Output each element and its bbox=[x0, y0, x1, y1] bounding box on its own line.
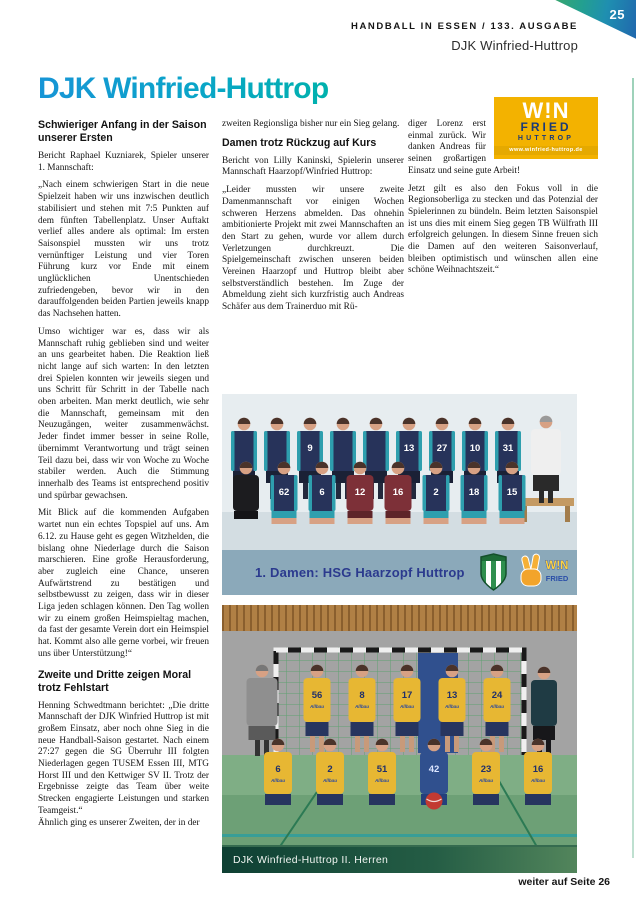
issue-label: HANDBALL IN ESSEN / 133. AUSGABE bbox=[351, 21, 578, 32]
svg-text:9: 9 bbox=[307, 443, 313, 454]
article-paragraph: Bericht Raphael Kuzniarek, Spieler unserer 1. Mannschaft: bbox=[38, 151, 209, 173]
article-paragraph: Henning Schwedtmann berichtet: „Die dritte Mannschaft der DJK Winfried Huttrop ist mit großem Einsatz, aber noch ohne Sieg in die neue Handball-Saison gestartet. Nach einem 27:27 gegen die SG Überruhr III folgten Niederlagen gegen TUSEM Essen III, MTG Horst III und den Kettwiger SV II. Trotz der Ergebnisse zeigte das Team über weite Strecken engagierte Leistungen und starken Teamgeist.“ bbox=[38, 700, 209, 816]
svg-text:Allbau: Allbau bbox=[444, 704, 460, 709]
page-number: 25 bbox=[609, 7, 625, 22]
svg-text:10: 10 bbox=[469, 443, 481, 454]
badge-win-text: W!N bbox=[545, 560, 569, 572]
svg-text:6: 6 bbox=[275, 764, 281, 775]
winfried-hand-icon bbox=[513, 553, 571, 591]
svg-text:17: 17 bbox=[401, 690, 413, 701]
club-website-url: www.winfried-huttrop.de bbox=[494, 146, 598, 155]
club-logo-huttrop-text: HUTTROP bbox=[517, 135, 575, 142]
team-photo-women bbox=[222, 394, 577, 595]
photo-caption: 1. Damen: HSG Haarzopf Huttrop bbox=[255, 565, 465, 580]
article-heading: Schwieriger Anfang in der Saison unserer Ersten bbox=[38, 119, 207, 144]
svg-text:12: 12 bbox=[354, 487, 366, 498]
page-header bbox=[351, 21, 578, 53]
svg-text:Allbau: Allbau bbox=[354, 704, 370, 709]
svg-text:Allbau: Allbau bbox=[399, 704, 415, 709]
article-paragraph: „Nach einem schwierigen Start in die neue Spielzeit haben wir uns inzwischen deutlich stabilisiert und stehen mit 7:5 Punkten auf dem fünften Tabellenplatz. Unser Auftakt verlief alles andere als optimal: Im ersten Saisonspiel mussten wir uns trotz vernünftiger Leistung und vier Toren Führung kurz vor Ende mit einem unglücklichen Unentschieden zufriedengeben, bevor wir in den darauffolgenden beiden Partien jeweils knapp das Nachsehen hatten. bbox=[38, 180, 209, 320]
continuation-note: weiter auf Seite 26 bbox=[518, 876, 610, 888]
svg-text:Allbau: Allbau bbox=[489, 704, 505, 709]
article-paragraph: diger Lorenz erst einmal zurück. Wir danken Andreas für seinen großartigen Einsatz und seine gute Arbeit! bbox=[408, 119, 521, 176]
svg-text:42: 42 bbox=[428, 764, 440, 775]
svg-text:27: 27 bbox=[436, 443, 448, 454]
women-team-image bbox=[222, 394, 577, 550]
caption-badges bbox=[480, 553, 571, 591]
svg-text:18: 18 bbox=[468, 487, 480, 498]
svg-text:31: 31 bbox=[502, 443, 514, 454]
svg-text:2: 2 bbox=[327, 764, 333, 775]
article-paragraph: Ähnlich ging es unserer Zweiten, der in der bbox=[38, 817, 200, 828]
article-paragraph: Umso wichtiger war es, dass wir als Mannschaft ruhig geblieben sind und weiter an uns gearbeitet haben. Die Reaktion ließ nicht lange auf sich warten: In den letzten drei Spielen konnten wir jeweils siegen und uns Schritt für Schritt in der Tabelle nach oben arbeiten. Man merkt deutlich, wie sehr die Mannschaft, gemeinsam mit den Neuzugängen, weiter zusammenwächst. Jeder findet immer besser in seine Rolle, übernimmt Verantwortung und trägt seinen Teil dazu bei, dass wir von Woche zu Woche stabiler werden. Auch die Stimmung innerhalb des Teams ist entsprechend positiv und spürbar gewachsen. bbox=[38, 326, 209, 501]
svg-text:16: 16 bbox=[392, 487, 404, 498]
photo-caption-bar bbox=[222, 550, 577, 595]
svg-text:Allbau: Allbau bbox=[374, 778, 390, 783]
article-paragraph: zweiten Regionsliga bisher nur ein Sieg gelang. bbox=[222, 119, 400, 129]
photo-caption: DJK Winfried-Huttrop II. Herren bbox=[222, 847, 577, 873]
club-shield-icon bbox=[480, 553, 507, 591]
svg-text:24: 24 bbox=[491, 690, 503, 701]
article-paragraph: Mit Blick auf die kommenden Aufgaben wartet nun ein echtes Topspiel auf uns. Am 6.12. zu Hause geht es gegen Witzhelden, die bislang ohne Niederlage durch die Saison marschieren. Eine große Herausforderung, aber zugleich eine Chance, unseren Aufwärtstrend zu bestätigen und selbstbewusst zu zeigen, dass wir in dieser Liga jeden schlagen können. Den Tag wollen wir zu einem großen Heimspieltag machen, da fast der gesamte Verein dort ein Heimspiel hat. Kommt also alle gerne vorbei, wir freuen uns über Unterstützung!“ bbox=[38, 508, 209, 659]
page-title: DJK Winfried-Huttrop bbox=[38, 72, 329, 105]
club-label: DJK Winfried-Huttrop bbox=[451, 38, 578, 53]
svg-text:8: 8 bbox=[359, 690, 365, 701]
article-column-2 bbox=[222, 119, 404, 320]
article-paragraph: Bericht von Lilly Kaninski, Spielerin unserer Mannschaft Haarzopf/Winfried Huttrop: bbox=[222, 155, 404, 178]
gym-ceiling bbox=[222, 605, 577, 631]
svg-text:6: 6 bbox=[319, 487, 325, 498]
badge-fried-text: FRIED bbox=[545, 574, 569, 583]
page-edge-rule bbox=[632, 78, 635, 858]
article-column-3 bbox=[408, 98, 598, 283]
article-paragraph: „Leider mussten wir unsere zweite Damenmannschaft vor einigen Wochen schweren Herzens abmelden. Das ohnehin ambitionierte Projekt mit zwei Mannschaften an den Start zu gehen, wurde vor allem durch Verletzungen durchkreuzt. Die Spielgemeinschaft zwischen unseren beiden Vereinen Haarzopf und Huttrop bleibt aber selbstverständlich bestehen. Im Zuge der Abmeldung zieht sich kurzfristig auch Andreas Schäfer aus dem Trainerduo mit Rü- bbox=[222, 185, 404, 313]
svg-text:Allbau: Allbau bbox=[270, 778, 286, 783]
svg-text:13: 13 bbox=[403, 443, 415, 454]
club-logo-fried-text: FRIED bbox=[520, 120, 572, 134]
svg-text:51: 51 bbox=[376, 764, 388, 775]
club-logo-win-text: W!N bbox=[522, 98, 570, 123]
svg-text:16: 16 bbox=[532, 764, 544, 775]
svg-text:13: 13 bbox=[446, 690, 458, 701]
svg-text:2: 2 bbox=[433, 487, 439, 498]
svg-text:Allbau: Allbau bbox=[322, 778, 338, 783]
svg-text:Allbau: Allbau bbox=[478, 778, 494, 783]
bench bbox=[518, 498, 574, 506]
men-team-image bbox=[222, 605, 577, 873]
article-heading: Zweite und Dritte zeigen Moral trotz Fehlstart bbox=[38, 668, 192, 694]
article-paragraph: Jetzt gilt es also den Fokus voll in die Regionsoberliga zu stecken und das Potenzial der Spielerinnen zu bündeln. Beim letzten Saisonspiel ist uns dies mit einem Sieg gegen TB Wülfrath III erfolgreich gelungen. In diesem Sinne freuen sich die Damen auf den weiteren Saisonverlauf, bleiben optimistisch und wünschen allen eine schöne Weihnachtszeit.“ bbox=[408, 183, 598, 276]
team-photo-men bbox=[222, 605, 577, 873]
article-heading: Damen trotz Rückzug auf Kurs bbox=[222, 136, 377, 149]
svg-text:56: 56 bbox=[311, 690, 323, 701]
svg-text:Allbau: Allbau bbox=[309, 704, 325, 709]
club-logo bbox=[494, 97, 598, 159]
article-column-1 bbox=[38, 119, 209, 829]
svg-text:23: 23 bbox=[480, 764, 492, 775]
svg-text:Allbau: Allbau bbox=[530, 778, 546, 783]
svg-text:15: 15 bbox=[506, 487, 518, 498]
svg-text:62: 62 bbox=[278, 487, 290, 498]
